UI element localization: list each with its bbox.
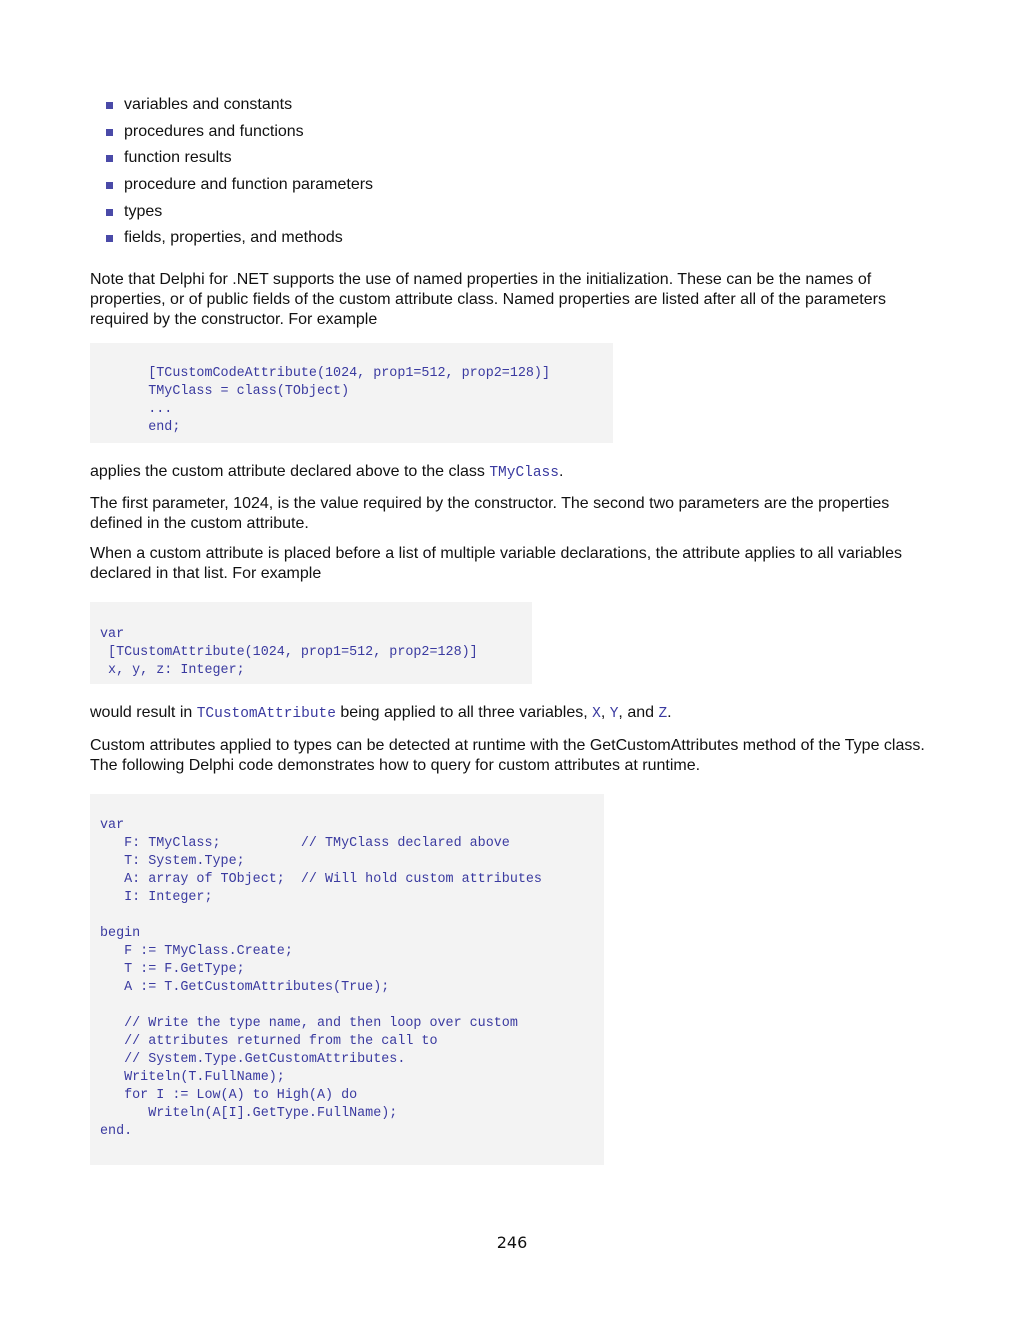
applies-paragraph	[90, 462, 940, 483]
square-bullet-icon	[106, 102, 113, 109]
code-block-variable-attribute: var [TCustomAttribute(1024, prop1=512, prop2=128)] x, y, z: Integer;	[90, 602, 532, 684]
inline-code-tcustomattribute: TCustomAttribute	[196, 706, 336, 723]
square-bullet-icon	[106, 129, 113, 136]
square-bullet-icon	[106, 209, 113, 216]
applies-text: applies the custom attribute declared above to the class	[90, 463, 490, 481]
result-text: would result in	[90, 704, 197, 722]
inline-code-tmyclass: TMyClass	[489, 465, 559, 482]
attribute-targets-list	[106, 92, 940, 252]
list-item-text: types	[124, 202, 163, 220]
square-bullet-icon	[106, 182, 113, 189]
first-parameter-paragraph: The first parameter, 1024, is the value required by the constructor. The second two parameters are the properties defined in the custom attribute.	[90, 495, 890, 533]
document-page	[90, 92, 940, 1165]
list-item-text: procedure and function parameters	[124, 176, 374, 194]
list-item	[106, 199, 940, 226]
code-block-class-attribute: [TCustomCodeAttribute(1024, prop1=512, prop2=128)] TMyClass = class(TObject) ... end;	[90, 343, 613, 443]
list-item	[106, 225, 940, 252]
inline-code-y: Y	[609, 706, 619, 723]
page-number: 246	[496, 1233, 528, 1252]
result-paragraph	[90, 703, 940, 724]
list-item-text: function results	[124, 149, 232, 167]
code-block-runtime-query: var F: TMyClass; // TMyClass declared above T: System.Type; A: array of TObject; // Will hold custom attributes I: Integer; begin F := TMyClass.Create; T := F.GetType; A := T.GetCustomAttributes(True); // Write the type name, and then loop over custom // attributes returned from the call to // System.Type.GetCustomAttributes. Writeln(T.FullName); for I := Low(A) to High(A) do Writeln(A[I].GetType.FullName); end.	[90, 794, 604, 1165]
result-text: ,	[600, 704, 610, 722]
list-item	[106, 92, 940, 119]
applies-text-end: .	[558, 463, 564, 481]
result-text: .	[667, 704, 672, 722]
list-item-text: procedures and functions	[124, 122, 304, 140]
list-item	[106, 119, 940, 146]
named-properties-paragraph: Note that Delphi for .NET supports the use of named properties in the initialization. These can be the names of properties, or of public fields of the custom attribute class. Named properties are listed after all of the parameters required by the constructor. For example	[90, 271, 886, 329]
list-item-text: fields, properties, and methods	[124, 229, 343, 247]
list-item	[106, 145, 940, 172]
square-bullet-icon	[106, 235, 113, 242]
list-item-text: variables and constants	[124, 96, 293, 113]
inline-code-x: X	[592, 706, 601, 723]
result-text: being applied to all three variables,	[335, 704, 593, 722]
result-text: , and	[618, 704, 659, 722]
multiple-variables-paragraph: When a custom attribute is placed before a list of multiple variable declarations, the attribute applies to all variables declared in that list. For example	[90, 545, 902, 583]
runtime-paragraph: Custom attributes applied to types can be detected at runtime with the GetCustomAttributes method of the Type class. The following Delphi code demonstrates how to query for custom attributes at runtime.	[90, 737, 925, 775]
list-item	[106, 172, 940, 199]
square-bullet-icon	[106, 155, 113, 162]
inline-code-z: Z	[658, 706, 668, 723]
